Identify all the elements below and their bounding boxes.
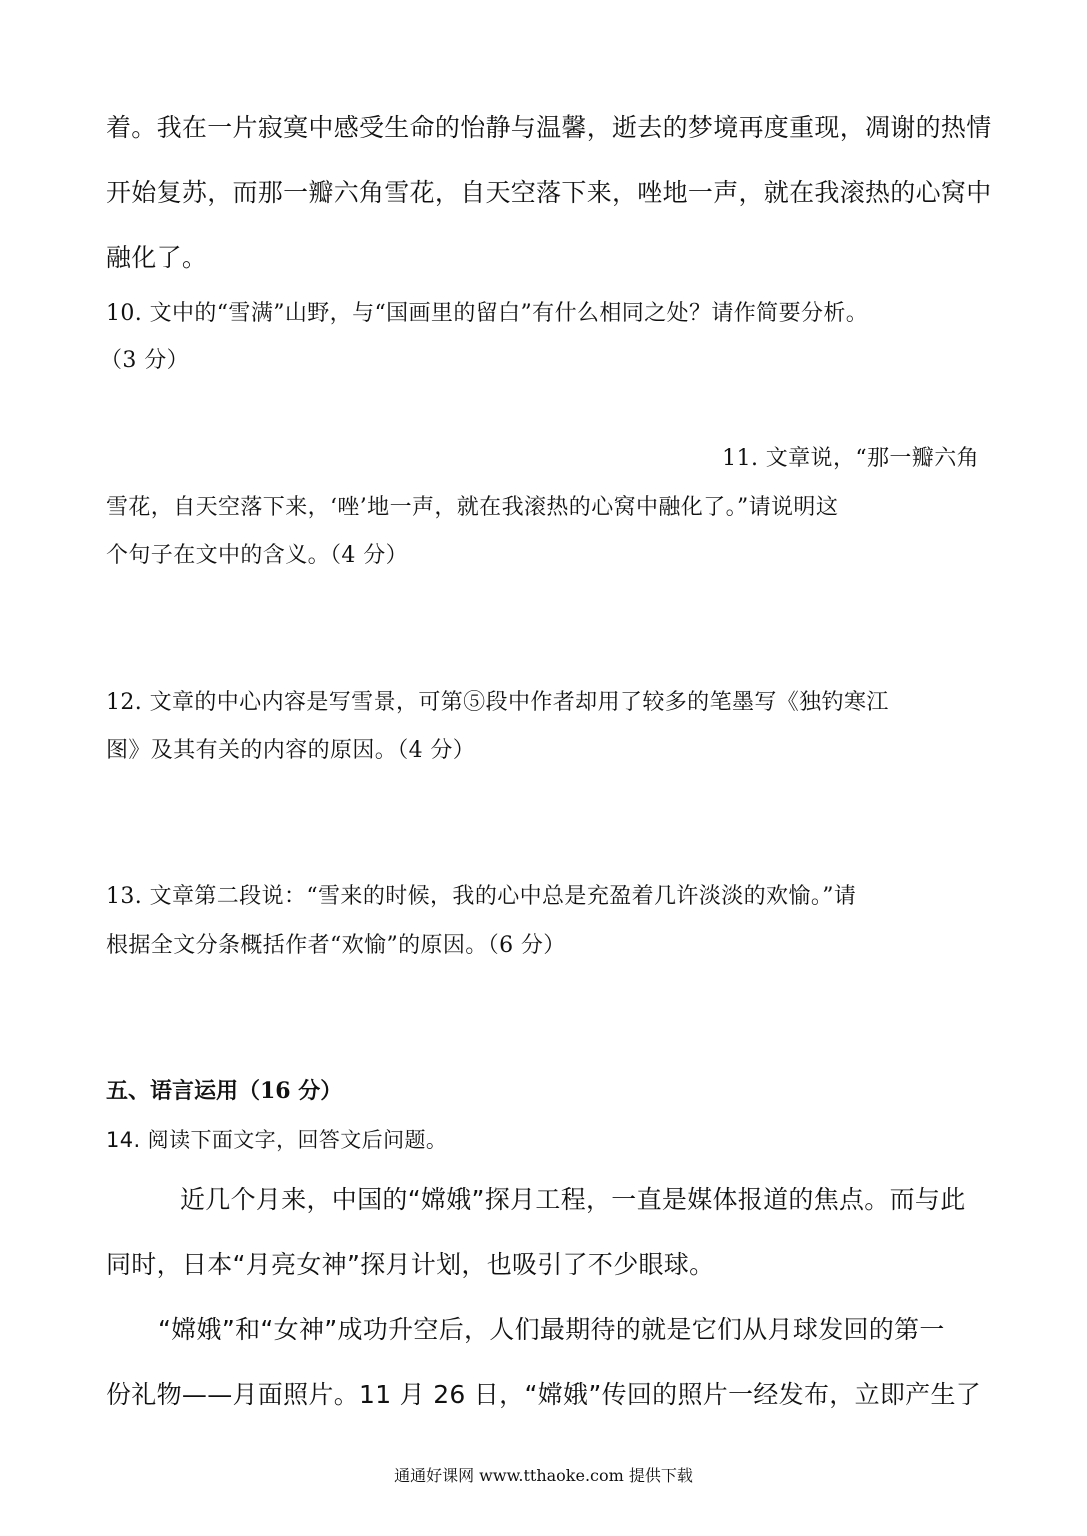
reading-line-2: 同时，日本“月亮女神”探月计划，也吸引了不少眼球。: [106, 1250, 715, 1279]
section-heading: 五、语言运用（16 分）: [106, 1078, 343, 1104]
page-footer: 通通好课网 www.tthaoke.com 提供下载: [394, 1466, 693, 1485]
question-13-line-1: 13. 文章第二段说：“雪来的时候，我的心中总是充盈着几许淡淡的欢愉。”请: [106, 884, 857, 909]
question-11-line-3: 个句子在文中的含义。（4 分）: [106, 543, 408, 568]
question-14: 14. 阅读下面文字，回答文后问题。: [106, 1128, 448, 1152]
question-10-line-1: 10. 文中的“雪满”山野，与“国画里的留白”有什么相同之处？请作简要分析。: [106, 301, 869, 326]
reading-line-1: 近几个月来，中国的“嫦娥”探月工程，一直是媒体报道的焦点。而与此: [180, 1185, 966, 1214]
question-11-line-1: 11. 文章说，“那一瓣六角: [722, 446, 979, 471]
reading-line-3: “嫦娥”和“女神”成功升空后，人们最期待的就是它们从月球发回的第一: [158, 1315, 945, 1344]
question-12-line-1: 12. 文章的中心内容是写雪景，可第⑤段中作者却用了较多的笔墨写《独钓寒江: [106, 690, 889, 715]
passage-line-2: 开始复苏，而那一瓣六角雪花，自天空落下来，唑地一声，就在我滚热的心窝中: [106, 178, 992, 207]
passage-line-1: 着。我在一片寂寞中感受生命的怡静与温馨，逝去的梦境再度重现，凋谢的热情: [106, 113, 992, 142]
question-11-line-2: 雪花，自天空落下来，‘唑’地一声，就在我滚热的心窝中融化了。”请说明这: [106, 495, 839, 520]
question-10-line-2: （3 分）: [100, 348, 189, 373]
question-12-line-2: 图》及其有关的内容的原因。（4 分）: [106, 738, 476, 763]
question-13-line-2: 根据全文分条概括作者“欢愉”的原因。（6 分）: [106, 933, 566, 958]
passage-line-3: 融化了。: [106, 243, 208, 272]
reading-line-4: 份礼物——月面照片。11 月 26 日，“嫦娥”传回的照片一经发布，立即产生了: [106, 1380, 982, 1409]
